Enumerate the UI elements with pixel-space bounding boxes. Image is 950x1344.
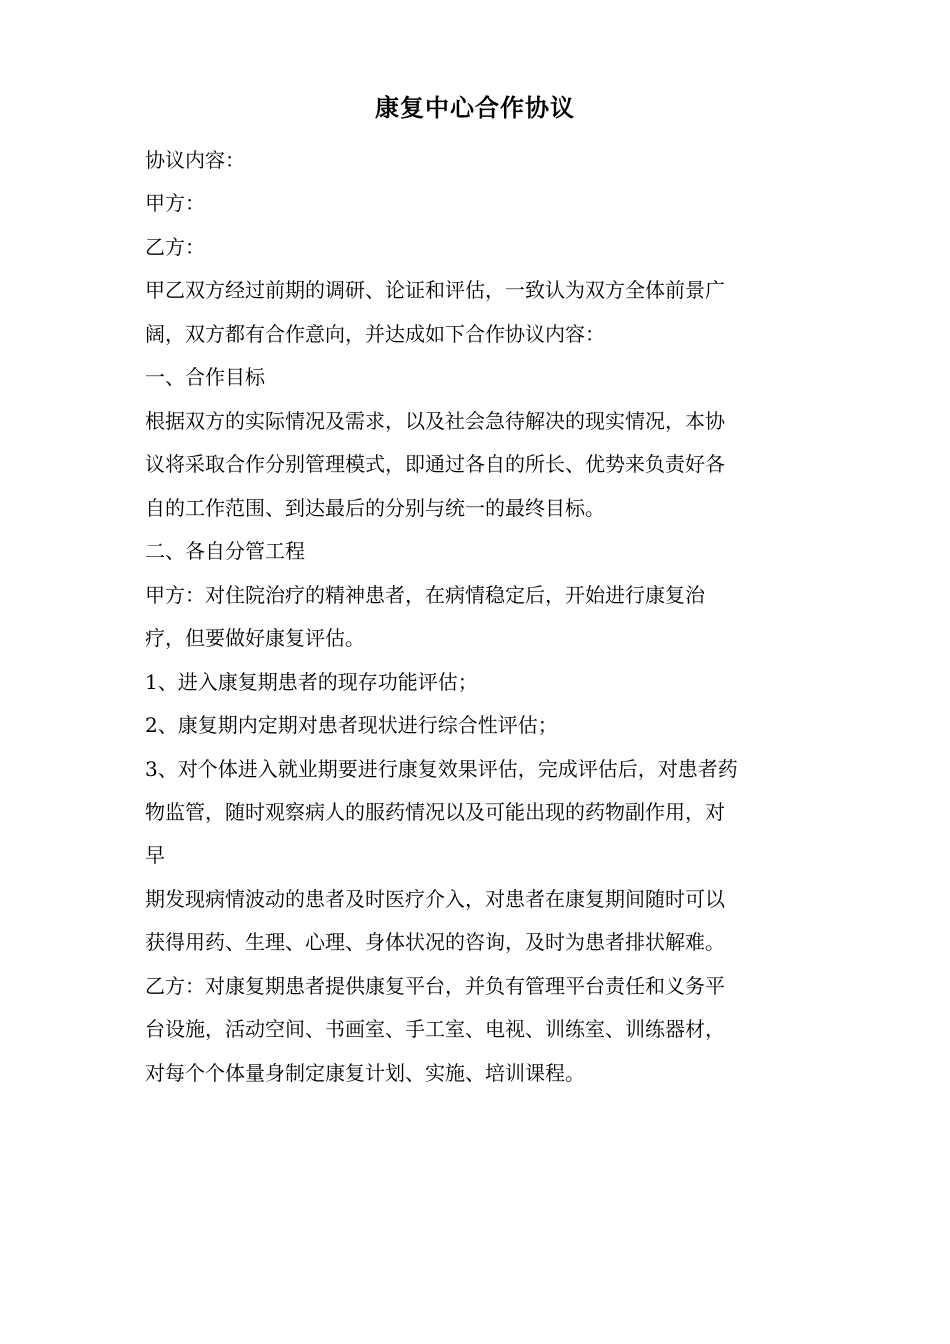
line-agreement-content-label: 协议内容：: [145, 148, 245, 172]
line-party-b-duty-3: 对每个个体量身制定康复计划、实施、培训课程。: [145, 1061, 585, 1085]
line-party-a-label: 甲方：: [145, 191, 205, 215]
line-party-b-duty-1: 乙方：对康复期患者提供康复平台，并负有管理平台责任和义务平: [145, 974, 725, 998]
line-goal-2: 议将采取合作分别管理模式，即通过各自的所长、优势来负责好各: [145, 452, 725, 476]
list-item-3-line-4: 期发现病情波动的患者及时医疗介入，对患者在康复期间随时可以: [145, 887, 725, 911]
line-party-a-duty-1: 甲方：对住院治疗的精神患者，在病情稳定后，开始进行康复治: [145, 583, 705, 607]
line-intro-2: 阔，双方都有合作意向，并达成如下合作协议内容：: [145, 322, 605, 346]
line-party-a-duty-2: 疗，但要做好康复评估。: [145, 626, 365, 650]
section-heading-cooperation-goal: 一、合作目标: [145, 365, 265, 389]
list-item-3-line-2: 物监管，随时观察病人的服药情况以及可能出现的药物副作用，对: [145, 800, 725, 824]
section-heading-responsibilities: 二、各自分管工程: [145, 539, 305, 563]
line-intro-1: 甲乙双方经过前期的调研、论证和评估，一致认为双方全体前景广: [145, 278, 725, 302]
line-party-b-label: 乙方：: [145, 235, 205, 259]
document-title: 康复中心合作协议: [375, 94, 575, 122]
list-item-3-line-1: 3、对个体进入就业期要进行康复效果评估，完成评估后，对患者药: [145, 757, 738, 781]
line-party-b-duty-2: 台设施，活动空间、书画室、手工室、电视、训练室、训练器材，: [145, 1017, 725, 1041]
list-item-1: 1、进入康复期患者的现存功能评估；: [145, 670, 478, 694]
list-item-3-line-5: 获得用药、生理、心理、身体状况的咨询，及时为患者排状解难。: [145, 930, 725, 954]
list-item-3-line-3: 早: [145, 843, 165, 867]
line-goal-1: 根据双方的实际情况及需求，以及社会急待解决的现实情况，本协: [145, 409, 725, 433]
line-goal-3: 自的工作范围、到达最后的分别与统一的最终目标。: [145, 496, 605, 520]
list-item-2: 2、康复期内定期对患者现状进行综合性评估；: [145, 713, 558, 737]
